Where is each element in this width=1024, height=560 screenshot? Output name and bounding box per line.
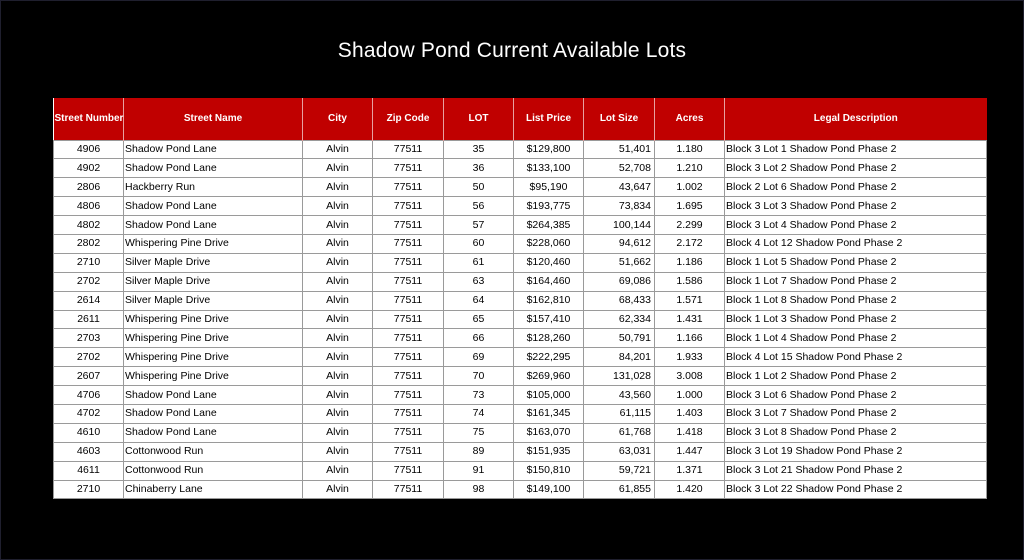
acres-cell: 1.447 — [655, 442, 725, 461]
street-name-cell: Shadow Pond Lane — [124, 159, 303, 178]
legal-description-cell: Block 1 Lot 2 Shadow Pond Phase 2 — [725, 367, 987, 386]
lot-size-cell: 68,433 — [584, 291, 655, 310]
legal-description-cell: Block 3 Lot 4 Shadow Pond Phase 2 — [725, 216, 987, 235]
street-number-cell: 2702 — [54, 348, 124, 367]
table-row — [54, 367, 987, 386]
city-cell: Alvin — [303, 140, 373, 159]
city-cell: Alvin — [303, 234, 373, 253]
acres-cell: 1.431 — [655, 310, 725, 329]
lot-size-cell: 61,768 — [584, 423, 655, 442]
table-row — [54, 234, 987, 253]
table-row — [54, 140, 987, 159]
lot-size-cell: 63,031 — [584, 442, 655, 461]
street-name-cell: Cottonwood Run — [124, 442, 303, 461]
zip-code-cell: 77511 — [373, 423, 444, 442]
street-name-cell: Silver Maple Drive — [124, 253, 303, 272]
street-number-cell: 4702 — [54, 404, 124, 423]
street-number-cell: 2710 — [54, 253, 124, 272]
lot-cell: 64 — [444, 291, 514, 310]
table-row — [54, 348, 987, 367]
legal-description-cell: Block 1 Lot 5 Shadow Pond Phase 2 — [725, 253, 987, 272]
street-number-cell: 4603 — [54, 442, 124, 461]
table-row — [54, 329, 987, 348]
lot-size-cell: 100,144 — [584, 216, 655, 235]
lot-cell: 70 — [444, 367, 514, 386]
zip-code-cell: 77511 — [373, 442, 444, 461]
list-price-cell: $162,810 — [514, 291, 584, 310]
lot-cell: 91 — [444, 461, 514, 480]
table-row — [54, 423, 987, 442]
city-cell: Alvin — [303, 253, 373, 272]
acres-cell: 1.180 — [655, 140, 725, 159]
header-city: City — [303, 98, 373, 140]
street-name-cell: Whispering Pine Drive — [124, 234, 303, 253]
header-lot-size: Lot Size — [584, 98, 655, 140]
street-number-cell: 2710 — [54, 480, 124, 499]
header-acres: Acres — [655, 98, 725, 140]
street-number-cell: 2614 — [54, 291, 124, 310]
legal-description-cell: Block 3 Lot 7 Shadow Pond Phase 2 — [725, 404, 987, 423]
table-row — [54, 480, 987, 499]
street-number-cell: 2607 — [54, 367, 124, 386]
street-name-cell: Whispering Pine Drive — [124, 367, 303, 386]
street-number-cell: 2611 — [54, 310, 124, 329]
zip-code-cell: 77511 — [373, 386, 444, 405]
street-name-cell: Shadow Pond Lane — [124, 423, 303, 442]
lot-cell: 63 — [444, 272, 514, 291]
list-price-cell: $133,100 — [514, 159, 584, 178]
city-cell: Alvin — [303, 348, 373, 367]
acres-cell: 1.933 — [655, 348, 725, 367]
lot-cell: 98 — [444, 480, 514, 499]
street-number-cell: 4610 — [54, 423, 124, 442]
lot-size-cell: 94,612 — [584, 234, 655, 253]
legal-description-cell: Block 3 Lot 19 Shadow Pond Phase 2 — [725, 442, 987, 461]
zip-code-cell: 77511 — [373, 291, 444, 310]
lot-cell: 75 — [444, 423, 514, 442]
city-cell: Alvin — [303, 461, 373, 480]
acres-cell: 1.000 — [655, 386, 725, 405]
header-legal-description: Legal Description — [725, 98, 987, 140]
acres-cell: 1.186 — [655, 253, 725, 272]
zip-code-cell: 77511 — [373, 159, 444, 178]
acres-cell: 1.418 — [655, 423, 725, 442]
lot-cell: 57 — [444, 216, 514, 235]
table-body — [54, 140, 987, 499]
city-cell: Alvin — [303, 216, 373, 235]
list-price-cell: $129,800 — [514, 140, 584, 159]
city-cell: Alvin — [303, 480, 373, 499]
table-row — [54, 404, 987, 423]
street-number-cell: 4902 — [54, 159, 124, 178]
street-number-cell: 2703 — [54, 329, 124, 348]
list-price-cell: $161,345 — [514, 404, 584, 423]
zip-code-cell: 77511 — [373, 140, 444, 159]
city-cell: Alvin — [303, 159, 373, 178]
list-price-cell: $150,810 — [514, 461, 584, 480]
legal-description-cell: Block 3 Lot 21 Shadow Pond Phase 2 — [725, 461, 987, 480]
city-cell: Alvin — [303, 442, 373, 461]
list-price-cell: $193,775 — [514, 197, 584, 216]
list-price-cell: $128,260 — [514, 329, 584, 348]
table-row — [54, 178, 987, 197]
zip-code-cell: 77511 — [373, 178, 444, 197]
street-name-cell: Shadow Pond Lane — [124, 216, 303, 235]
list-price-cell: $105,000 — [514, 386, 584, 405]
zip-code-cell: 77511 — [373, 197, 444, 216]
lot-cell: 66 — [444, 329, 514, 348]
list-price-cell: $164,460 — [514, 272, 584, 291]
table-row — [54, 442, 987, 461]
street-number-cell: 2702 — [54, 272, 124, 291]
legal-description-cell: Block 4 Lot 12 Shadow Pond Phase 2 — [725, 234, 987, 253]
street-name-cell: Shadow Pond Lane — [124, 386, 303, 405]
header-zip-code: Zip Code — [373, 98, 444, 140]
lot-cell: 74 — [444, 404, 514, 423]
legal-description-cell: Block 2 Lot 6 Shadow Pond Phase 2 — [725, 178, 987, 197]
city-cell: Alvin — [303, 272, 373, 291]
street-number-cell: 4806 — [54, 197, 124, 216]
zip-code-cell: 77511 — [373, 348, 444, 367]
lot-size-cell: 131,028 — [584, 367, 655, 386]
street-number-cell: 2802 — [54, 234, 124, 253]
lot-size-cell: 84,201 — [584, 348, 655, 367]
street-number-cell: 4611 — [54, 461, 124, 480]
acres-cell: 1.695 — [655, 197, 725, 216]
table-row — [54, 216, 987, 235]
acres-cell: 1.403 — [655, 404, 725, 423]
street-name-cell: Silver Maple Drive — [124, 272, 303, 291]
lot-size-cell: 61,855 — [584, 480, 655, 499]
list-price-cell: $222,295 — [514, 348, 584, 367]
legal-description-cell: Block 4 Lot 15 Shadow Pond Phase 2 — [725, 348, 987, 367]
zip-code-cell: 77511 — [373, 272, 444, 291]
street-name-cell: Whispering Pine Drive — [124, 329, 303, 348]
acres-cell: 1.586 — [655, 272, 725, 291]
legal-description-cell: Block 3 Lot 6 Shadow Pond Phase 2 — [725, 386, 987, 405]
zip-code-cell: 77511 — [373, 480, 444, 499]
acres-cell: 1.371 — [655, 461, 725, 480]
street-name-cell: Cottonwood Run — [124, 461, 303, 480]
acres-cell: 2.299 — [655, 216, 725, 235]
zip-code-cell: 77511 — [373, 461, 444, 480]
city-cell: Alvin — [303, 386, 373, 405]
table-header-row — [54, 98, 987, 140]
lot-cell: 65 — [444, 310, 514, 329]
acres-cell: 1.166 — [655, 329, 725, 348]
table-row — [54, 291, 987, 310]
lot-size-cell: 62,334 — [584, 310, 655, 329]
street-name-cell: Whispering Pine Drive — [124, 310, 303, 329]
city-cell: Alvin — [303, 404, 373, 423]
table-row — [54, 272, 987, 291]
lot-size-cell: 59,721 — [584, 461, 655, 480]
legal-description-cell: Block 1 Lot 8 Shadow Pond Phase 2 — [725, 291, 987, 310]
street-name-cell: Chinaberry Lane — [124, 480, 303, 499]
acres-cell: 3.008 — [655, 367, 725, 386]
street-number-cell: 4706 — [54, 386, 124, 405]
list-price-cell: $269,960 — [514, 367, 584, 386]
legal-description-cell: Block 3 Lot 3 Shadow Pond Phase 2 — [725, 197, 987, 216]
table-row — [54, 310, 987, 329]
street-name-cell: Shadow Pond Lane — [124, 404, 303, 423]
lot-size-cell: 50,791 — [584, 329, 655, 348]
lot-cell: 36 — [444, 159, 514, 178]
list-price-cell: $95,190 — [514, 178, 584, 197]
street-name-cell: Shadow Pond Lane — [124, 197, 303, 216]
zip-code-cell: 77511 — [373, 329, 444, 348]
city-cell: Alvin — [303, 291, 373, 310]
lot-cell: 73 — [444, 386, 514, 405]
list-price-cell: $151,935 — [514, 442, 584, 461]
legal-description-cell: Block 3 Lot 22 Shadow Pond Phase 2 — [725, 480, 987, 499]
acres-cell: 1.571 — [655, 291, 725, 310]
lot-cell: 69 — [444, 348, 514, 367]
city-cell: Alvin — [303, 329, 373, 348]
street-number-cell: 4802 — [54, 216, 124, 235]
city-cell: Alvin — [303, 367, 373, 386]
list-price-cell: $163,070 — [514, 423, 584, 442]
lot-cell: 61 — [444, 253, 514, 272]
header-street-number: Street Number — [54, 98, 124, 140]
table-row — [54, 386, 987, 405]
legal-description-cell: Block 1 Lot 4 Shadow Pond Phase 2 — [725, 329, 987, 348]
lot-cell: 89 — [444, 442, 514, 461]
city-cell: Alvin — [303, 197, 373, 216]
lot-size-cell: 73,834 — [584, 197, 655, 216]
zip-code-cell: 77511 — [373, 234, 444, 253]
header-list-price: List Price — [514, 98, 584, 140]
lot-cell: 50 — [444, 178, 514, 197]
acres-cell: 2.172 — [655, 234, 725, 253]
list-price-cell: $157,410 — [514, 310, 584, 329]
acres-cell: 1.420 — [655, 480, 725, 499]
legal-description-cell: Block 3 Lot 8 Shadow Pond Phase 2 — [725, 423, 987, 442]
legal-description-cell: Block 3 Lot 2 Shadow Pond Phase 2 — [725, 159, 987, 178]
acres-cell: 1.210 — [655, 159, 725, 178]
available-lots-table — [53, 98, 987, 499]
lot-size-cell: 51,401 — [584, 140, 655, 159]
lot-size-cell: 52,708 — [584, 159, 655, 178]
street-name-cell: Hackberry Run — [124, 178, 303, 197]
table-row — [54, 461, 987, 480]
legal-description-cell: Block 3 Lot 1 Shadow Pond Phase 2 — [725, 140, 987, 159]
street-name-cell: Silver Maple Drive — [124, 291, 303, 310]
street-name-cell: Whispering Pine Drive — [124, 348, 303, 367]
lot-size-cell: 51,662 — [584, 253, 655, 272]
street-number-cell: 4906 — [54, 140, 124, 159]
lot-cell: 56 — [444, 197, 514, 216]
header-street-name: Street Name — [124, 98, 303, 140]
slide-title: Shadow Pond Current Available Lots — [337, 39, 687, 62]
zip-code-cell: 77511 — [373, 216, 444, 235]
lot-size-cell: 43,560 — [584, 386, 655, 405]
street-name-cell: Shadow Pond Lane — [124, 140, 303, 159]
acres-cell: 1.002 — [655, 178, 725, 197]
city-cell: Alvin — [303, 423, 373, 442]
list-price-cell: $120,460 — [514, 253, 584, 272]
zip-code-cell: 77511 — [373, 310, 444, 329]
table-row — [54, 253, 987, 272]
lot-size-cell: 43,647 — [584, 178, 655, 197]
list-price-cell: $149,100 — [514, 480, 584, 499]
header-lot: LOT — [444, 98, 514, 140]
city-cell: Alvin — [303, 178, 373, 197]
list-price-cell: $228,060 — [514, 234, 584, 253]
zip-code-cell: 77511 — [373, 404, 444, 423]
lot-cell: 60 — [444, 234, 514, 253]
legal-description-cell: Block 1 Lot 7 Shadow Pond Phase 2 — [725, 272, 987, 291]
city-cell: Alvin — [303, 310, 373, 329]
table-row — [54, 197, 987, 216]
street-number-cell: 2806 — [54, 178, 124, 197]
zip-code-cell: 77511 — [373, 367, 444, 386]
list-price-cell: $264,385 — [514, 216, 584, 235]
lot-cell: 35 — [444, 140, 514, 159]
zip-code-cell: 77511 — [373, 253, 444, 272]
lot-size-cell: 69,086 — [584, 272, 655, 291]
lot-size-cell: 61,115 — [584, 404, 655, 423]
table-row — [54, 159, 987, 178]
legal-description-cell: Block 1 Lot 3 Shadow Pond Phase 2 — [725, 310, 987, 329]
